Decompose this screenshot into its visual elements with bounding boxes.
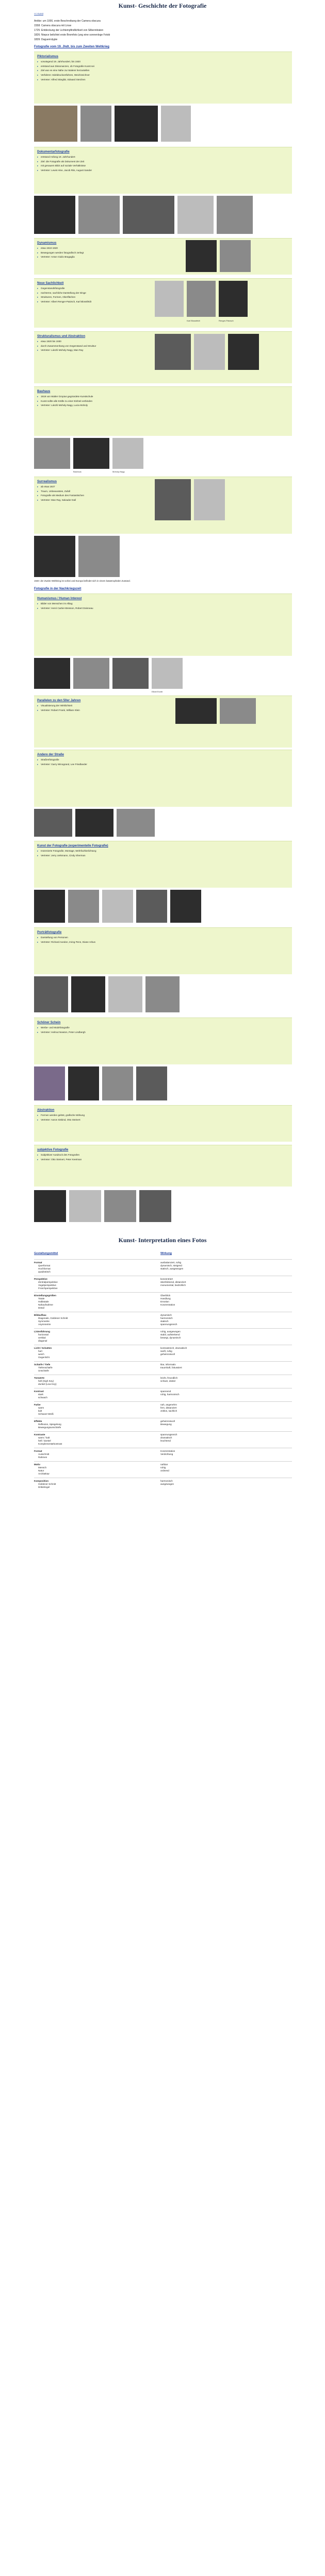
photo xyxy=(155,334,191,370)
section-heading: Fotografie in der Nachkriegszeit xyxy=(34,587,82,590)
design-element-cell xyxy=(34,1450,158,1459)
design-element-value: Froschperspektive xyxy=(38,1287,58,1290)
card-list xyxy=(37,287,91,305)
card-dokumentarfotografie xyxy=(34,147,292,194)
photo xyxy=(155,479,191,520)
effect-value: Überblick xyxy=(160,1294,171,1297)
list-item: ▸ entstand Anfang 19. Jahrhundert xyxy=(41,156,92,159)
effect-value: fern, distanziert xyxy=(160,1406,177,1409)
card-bauhaus xyxy=(34,386,292,436)
photo xyxy=(68,890,99,923)
photo xyxy=(108,976,142,1012)
effect-value: stabil, aufstrebend xyxy=(160,1333,180,1336)
photo xyxy=(75,809,113,837)
effect-value: konzentriert xyxy=(160,1278,173,1280)
card-list xyxy=(37,60,94,83)
table-row xyxy=(34,1418,292,1432)
card-portraet xyxy=(34,927,292,974)
list-item: ▸ durch Zusammenhang von Gegenstand und Struktur xyxy=(41,345,96,348)
design-element-cell xyxy=(34,1420,158,1429)
design-element-value: Zentralperspektive xyxy=(38,1281,58,1283)
design-element-value: Komplementärkontrast xyxy=(38,1443,62,1445)
design-element-value: Architektur xyxy=(38,1472,50,1475)
card-title: Dokumentarfotografie xyxy=(37,150,70,154)
design-element-cell xyxy=(34,1480,158,1489)
card-title: Abstraktion xyxy=(37,1109,55,1112)
card-title: Andere der Straße xyxy=(37,753,64,756)
table-row xyxy=(34,1276,292,1293)
effect-value: harmonisch xyxy=(160,1480,173,1482)
caption: Elliott Erwitt xyxy=(152,690,163,693)
photo xyxy=(69,1190,101,1222)
photo xyxy=(34,976,68,1012)
design-element-value: Vogelperspektive xyxy=(38,1284,56,1286)
effect-value: ruhig xyxy=(160,1466,166,1469)
list-item: ▸ nüchterne, sachliche Darstellung der Dinge xyxy=(41,292,91,295)
effect-cell xyxy=(160,1347,289,1356)
list-item: ▸ Vertreter: Jerry Uelsmann, Cindy Sherman xyxy=(41,854,96,857)
design-element-value: schwach xyxy=(38,1396,47,1399)
design-element-cell xyxy=(34,1314,158,1326)
list-item: ▸ Traum, Unbewusstes, Zufall xyxy=(41,490,84,493)
card-list xyxy=(37,704,80,713)
list-item: ▸ Vertreter: Albert Renger-Patzsch, Karl Blossfeldt xyxy=(41,300,91,303)
effect-value: schwer, düster xyxy=(160,1380,176,1382)
list-item: ▸ Vertreter: Garry Winogrand, Lee Friedlander xyxy=(41,763,87,766)
intro-line: 1725: Entdeckung der Lichtempfindlichkeit von Silbernitraten xyxy=(34,29,104,32)
design-element-value: hell (High Key) xyxy=(38,1380,54,1382)
design-element-value: kalt xyxy=(38,1410,42,1412)
effect-cell xyxy=(160,1377,289,1383)
design-element-cell xyxy=(34,1463,158,1476)
card-title: Humanismus / Human Interest xyxy=(37,597,82,600)
design-element-value: horizontal xyxy=(38,1333,48,1336)
card-title: Porträtfotografie xyxy=(37,931,62,934)
card-list xyxy=(37,395,93,409)
design-element-cell xyxy=(34,1433,158,1446)
column-header: Gestaltungsmittel xyxy=(34,1252,58,1255)
card-abstraktion xyxy=(34,1105,292,1142)
card-title: Neue Sachlichkeit xyxy=(37,282,64,285)
design-element-label: Bildaufbau xyxy=(34,1314,46,1316)
photo xyxy=(194,479,225,520)
effect-value: Bewegung xyxy=(160,1423,172,1426)
list-item: ▸ ab etwa 1927 xyxy=(41,485,84,488)
photo xyxy=(34,438,70,469)
list-item: ▸ Werbe- und Modefotografie xyxy=(41,1026,86,1029)
table-row xyxy=(34,1328,292,1345)
card-list xyxy=(37,936,95,945)
design-element-label: Linienführung xyxy=(34,1330,50,1333)
design-element-value: Schwarz-Weiß xyxy=(38,1413,54,1415)
design-element-value: Mensch xyxy=(38,1466,47,1469)
design-element-cell xyxy=(34,1403,158,1416)
intro-line: 1839: Daguerrotypie xyxy=(34,38,58,41)
design-element-value: Unschärfe xyxy=(38,1369,49,1372)
table-row xyxy=(34,1401,292,1418)
card-piktorialismus xyxy=(34,52,292,104)
photo xyxy=(228,334,259,370)
photo xyxy=(34,536,75,577)
photo xyxy=(220,698,256,724)
card-list xyxy=(37,1154,82,1162)
design-element-label: Effekte xyxy=(34,1420,42,1422)
list-item: ▸ Strukturen, Formen, Oberflächen xyxy=(41,296,91,299)
design-element-value: Tiefenschärfe xyxy=(38,1366,53,1369)
effect-value: ausgewogen xyxy=(160,1483,174,1485)
photo xyxy=(73,438,109,469)
card-schoener-schein xyxy=(34,1018,292,1064)
intro-line: 1558: Camera obscura mit Linse xyxy=(34,24,72,27)
effect-value: Verdichtung xyxy=(160,1453,173,1455)
design-element-value: quadratisch xyxy=(38,1270,51,1273)
card-title: Bauhaus xyxy=(37,390,51,393)
effect-value: zeitlos, sachlich xyxy=(160,1410,177,1412)
table-row xyxy=(34,1259,292,1276)
design-element-cell xyxy=(34,1294,158,1310)
design-element-cell xyxy=(34,1377,158,1386)
list-item: ▸ Darstellung von Personen xyxy=(41,936,95,939)
design-element-cell xyxy=(34,1390,158,1399)
list-item: ▸ Vertreter: László Moholy-Nagy, Man Ray xyxy=(41,349,96,352)
photo xyxy=(123,196,174,234)
effect-value: dynamisch, steigend xyxy=(160,1264,182,1267)
table-row xyxy=(34,1448,292,1462)
effect-cell xyxy=(160,1294,289,1307)
intro-line: 1826: Niepce belichtet erste Bromfoto (ung eine sonnenloge Fotob xyxy=(34,33,110,37)
table-row xyxy=(34,1345,292,1362)
photo xyxy=(145,976,180,1012)
effect-cell xyxy=(160,1433,289,1443)
photo xyxy=(34,809,72,837)
effect-value: klar, informativ xyxy=(160,1363,176,1366)
effect-value: nah, angenehm xyxy=(160,1403,177,1406)
effect-value: dramatisch xyxy=(160,1436,172,1439)
design-element-value: Ausschnitt xyxy=(38,1453,50,1455)
effect-value: ruhig, ausgewogen xyxy=(160,1330,181,1333)
design-element-value: Diagonale, Goldener Schnitt xyxy=(38,1317,68,1319)
list-item: ▸ Vertreter: Richard Avedon, Irving Penn, Diane Arbus xyxy=(41,941,95,944)
list-item: ▸ Vertreter: Alfred Stieglitz, Edward Steichen xyxy=(41,78,94,81)
design-element-value: Nahaufnahme xyxy=(38,1303,53,1306)
design-element-cell xyxy=(34,1278,158,1290)
effect-value: spannungsreich xyxy=(160,1433,177,1436)
design-element-label: Kontraste xyxy=(34,1433,45,1436)
photo xyxy=(78,536,120,577)
design-element-value: vertikal xyxy=(38,1336,46,1339)
photo xyxy=(136,890,167,923)
photo xyxy=(104,1190,136,1222)
photo xyxy=(217,196,253,234)
design-element-value: stark xyxy=(38,1393,43,1396)
effect-cell xyxy=(160,1403,289,1413)
photo xyxy=(102,890,133,923)
interpretation-table xyxy=(34,1252,292,1602)
photo xyxy=(186,240,217,272)
design-element-value: Hochformat xyxy=(38,1267,51,1270)
card-title: Parallelen zu den 50er Jahren xyxy=(37,699,81,702)
effect-value: spannend xyxy=(160,1390,171,1393)
design-element-value: dunkel (Low Key) xyxy=(38,1383,57,1385)
section-heading: Fotografie vom 19. Jhdt. bis zum Zweiten Weltkrieg xyxy=(34,45,109,48)
card-experimentell xyxy=(34,841,292,888)
effect-value: kontrastreich, dramatisch xyxy=(160,1347,187,1349)
effect-value: leicht, freundlich xyxy=(160,1377,178,1379)
list-item: ▸ Vertreter: Man Ray, Salvador Dalí xyxy=(41,499,84,502)
design-element-value: Natur xyxy=(38,1469,44,1472)
list-item: ▸ etwa 1920 bis 1930 xyxy=(41,340,96,343)
effect-value: Emotion xyxy=(160,1300,169,1303)
list-item: ▸ Subjektiver Ausdruck des Fotografen xyxy=(41,1154,82,1157)
list-item: ▸ Vertreter: László Moholy-Nagy, Lucia Moholy xyxy=(41,404,93,407)
card-strasse xyxy=(34,750,292,807)
list-item: ▸ Ziel war es eine Nähe zur Malerei herzustellen xyxy=(41,69,94,72)
list-item: ▸ Vertreter: Anton Giulio Bragaglia xyxy=(41,256,84,259)
design-element-label: Einstellungsgrößen xyxy=(34,1294,56,1297)
photo xyxy=(175,698,217,724)
list-item: ▸ Vertreter: Helmut Newton, Peter Lindbergh xyxy=(41,1031,86,1034)
list-item: ▸ Kunst sollte alle Kräfte zu einer Einheit verbinden xyxy=(41,400,93,403)
design-element-value: weich xyxy=(38,1353,44,1355)
card-list xyxy=(37,1114,85,1123)
design-element-label: Motiv xyxy=(34,1463,40,1466)
photo xyxy=(187,281,216,317)
effect-cell xyxy=(160,1420,289,1426)
card-title: Kunst der Fotografie (experimentelle Fotografie) xyxy=(37,844,108,848)
effect-value: ruhig, harmonisch xyxy=(160,1393,180,1396)
design-element-value: Asymmetrie xyxy=(38,1323,51,1326)
caption: Moholy-Nagy xyxy=(112,470,125,473)
caption: Bauhaus xyxy=(73,470,82,473)
photo xyxy=(68,1066,99,1100)
effect-value: dynamisch xyxy=(160,1314,172,1316)
design-element-value: hart xyxy=(38,1350,42,1352)
table-row xyxy=(34,1292,292,1312)
photo xyxy=(112,438,143,469)
card-list xyxy=(37,758,87,767)
list-item: ▸ entstand aus Dissonanzen, ob Fotografie Kunst sei xyxy=(41,65,94,68)
list-item: ▸ Vertreter: Robert Frank, William Klein xyxy=(41,709,80,712)
design-element-label: Format xyxy=(34,1261,42,1264)
card-list xyxy=(37,156,92,174)
photo xyxy=(219,281,248,317)
effect-value: nahbar xyxy=(160,1463,168,1466)
list-item: ▸ etwa 1910-1920 xyxy=(41,247,84,250)
photo xyxy=(139,1190,171,1222)
page-title: Kunst- Geschichte der Fotografie xyxy=(118,2,207,9)
design-element-value: Drittelregel xyxy=(38,1486,50,1488)
table-row xyxy=(34,1431,292,1448)
effect-value: leuchtend xyxy=(160,1439,171,1442)
photo xyxy=(34,106,77,142)
design-element-label: Kontrast xyxy=(34,1390,44,1393)
photo xyxy=(115,106,158,142)
design-element-value: Detail xyxy=(38,1307,44,1309)
design-element-value: warm xyxy=(38,1406,44,1409)
card-title: Surrealismus xyxy=(37,480,57,483)
intro-line: Antike: um 1000, erste Beschreibung der Camera obscura xyxy=(34,20,101,23)
effect-value: statisch, ausgewogen xyxy=(160,1267,184,1270)
list-item: ▸ 1919 von Walter Gropius gegründete Kunstschule xyxy=(41,395,93,398)
photo xyxy=(80,106,111,142)
effect-cell xyxy=(160,1330,289,1340)
photo xyxy=(194,334,225,370)
effect-value: monumental, bedrohlich xyxy=(160,1284,186,1286)
caption: Renger-Patzsch xyxy=(219,319,234,322)
card-title: Strukturalismus und Abstraktion xyxy=(37,335,86,338)
design-element-label: Schärfe / Tiefe xyxy=(34,1363,51,1366)
design-element-cell xyxy=(34,1330,158,1343)
list-item: ▸ Vertreter: Lewis Hine, Jacob Riis, August Sander xyxy=(41,169,92,172)
card-title: Schöner Schein xyxy=(37,1021,61,1024)
card-list xyxy=(37,247,84,260)
list-item: ▸ Bewegungen werden fotografisch zerlegt xyxy=(41,251,84,255)
list-item: ▸ Visualisierung der Wirklichkeit xyxy=(41,704,80,707)
list-item: ▸ Gegenstandsfotografie xyxy=(41,287,91,290)
photo xyxy=(161,106,191,142)
table-row xyxy=(34,1478,292,1492)
effect-value: ordnend xyxy=(160,1469,169,1472)
effect-cell xyxy=(160,1261,289,1270)
card-list xyxy=(37,1026,86,1035)
effect-value: traumhaft, fokussiert xyxy=(160,1366,182,1369)
effect-cell xyxy=(160,1314,289,1326)
list-item: ▸ Straßenfotografie xyxy=(41,758,87,761)
card-humanismus xyxy=(34,594,292,656)
photo xyxy=(136,1066,167,1100)
design-element-value: Querformat xyxy=(38,1264,51,1267)
effect-value: sanft, ruhig xyxy=(160,1350,172,1352)
design-element-value: Totale xyxy=(38,1297,45,1300)
back-link[interactable]: << Kunst xyxy=(34,12,44,15)
design-element-label: Komposition xyxy=(34,1480,49,1482)
design-element-cell xyxy=(34,1363,158,1372)
effect-value: geheimnisvoll xyxy=(160,1353,175,1355)
effect-value: Konzentration xyxy=(160,1303,175,1306)
photo xyxy=(155,281,184,317)
design-element-value: hell / dunkel xyxy=(38,1439,51,1442)
design-element-value: Rahmen xyxy=(38,1456,47,1459)
list-item: ▸ Vertreter: Otto Steinert, Peter Keetman xyxy=(41,1158,82,1161)
photo xyxy=(152,658,183,689)
table-row xyxy=(34,1361,292,1375)
design-element-value: Symmetrie xyxy=(38,1320,50,1323)
list-item: ▸ vorwiegend 19. Jahrhundert, bis 1920 xyxy=(41,60,94,63)
card-list xyxy=(37,602,93,611)
effect-value: geheimnisvoll xyxy=(160,1420,175,1422)
card-list xyxy=(37,340,96,353)
photo xyxy=(34,658,70,689)
effect-cell xyxy=(160,1363,289,1369)
caption: Karl Blossfeldt xyxy=(187,319,200,322)
photo xyxy=(73,658,109,689)
photo xyxy=(170,890,201,923)
effect-cell xyxy=(160,1450,289,1456)
design-element-label: Tonwerte xyxy=(34,1377,45,1379)
effect-value: bewegt, dynamisch xyxy=(160,1336,181,1339)
photo xyxy=(34,890,65,923)
design-element-value: warm / kalt xyxy=(38,1436,50,1439)
card-list xyxy=(37,485,84,503)
card-title: subjektive Fotografie xyxy=(37,1148,69,1151)
design-element-value: diagonal xyxy=(38,1340,47,1342)
photo xyxy=(34,1190,66,1222)
card-title: Dynamismus xyxy=(37,242,57,245)
table-row xyxy=(34,1461,292,1478)
effect-cell xyxy=(160,1463,289,1472)
list-item: ▸ Formen werden gelöst, grafische Wirkung xyxy=(41,1114,85,1117)
design-element-label: Licht / Schatten xyxy=(34,1347,52,1349)
design-element-value: Bewegungsunschärfe xyxy=(38,1426,61,1429)
design-element-cell xyxy=(34,1261,158,1274)
list-item: ▸ Vertreter: Henri Cartier-Bresson, Robert Doisneau xyxy=(41,607,93,610)
design-element-label: Farbe xyxy=(34,1403,41,1406)
card-dynamismus xyxy=(34,238,292,275)
list-item: ▸ Verfahren: Edeldruckverfahren, Weichzeichner xyxy=(41,74,94,77)
card-title: Piktorialismus xyxy=(37,55,59,58)
column-header: Wirkung xyxy=(160,1252,172,1255)
effect-value: statisch xyxy=(160,1320,169,1323)
list-item: ▸ mit genauem Blick auf soziale Verhältnisse xyxy=(41,164,92,167)
design-element-label: Perspektive xyxy=(34,1278,47,1280)
list-item: ▸ Vertreter: Aaron Siskind, Otto Steinert xyxy=(41,1118,85,1122)
effect-cell xyxy=(160,1390,289,1396)
photo xyxy=(34,196,75,234)
photo xyxy=(220,240,251,272)
card-list xyxy=(37,850,96,858)
design-element-value: Gegenlicht xyxy=(38,1356,50,1359)
table-row xyxy=(34,1375,292,1388)
table-row xyxy=(34,1312,292,1329)
effect-cell xyxy=(160,1480,289,1486)
intro-list xyxy=(34,20,189,43)
photo xyxy=(117,809,155,837)
list-item: ▸ Fotografie als Medium des Fantastischen xyxy=(41,494,84,497)
section2-title: Kunst- Interpretation eines Fotos xyxy=(118,1236,207,1244)
photo xyxy=(71,976,105,1012)
effect-value: überblickend, distanziert xyxy=(160,1281,186,1283)
list-item: ▸ Ziel: die Fotografie als Dokument der Zeit xyxy=(41,160,92,163)
effect-cell xyxy=(160,1278,289,1287)
photo xyxy=(102,1066,133,1100)
effect-value: spannungsreich xyxy=(160,1323,177,1326)
design-element-label: Format xyxy=(34,1450,42,1452)
design-element-value: Goldener Schnitt xyxy=(38,1483,56,1485)
design-element-cell xyxy=(34,1347,158,1359)
effect-value: ausbalanciert, ruhig xyxy=(160,1261,182,1264)
effect-value: Handlung xyxy=(160,1297,171,1300)
effect-value: harmonisch xyxy=(160,1317,173,1319)
design-element-value: Reflexion, Spiegelung xyxy=(38,1423,61,1426)
photo xyxy=(177,196,214,234)
photo xyxy=(78,196,120,234)
photo xyxy=(34,1066,65,1100)
effect-value: Konzentration xyxy=(160,1450,175,1452)
list-item: ▸ Inszenierte Fotografie, Montage, Mehrfachbelichtung xyxy=(41,850,96,853)
note-text: 1940: der Zweite Weltkrieg ist vorbei und Europa befindet sich in einem katastrophalen Zustand. xyxy=(34,580,131,582)
card-subjektiv xyxy=(34,1145,292,1187)
design-element-value: Halbtotale xyxy=(38,1300,49,1303)
list-item: ▸ Bilder von Menschen im Alltag xyxy=(41,602,93,605)
table-row xyxy=(34,1388,292,1402)
photo xyxy=(112,658,149,689)
